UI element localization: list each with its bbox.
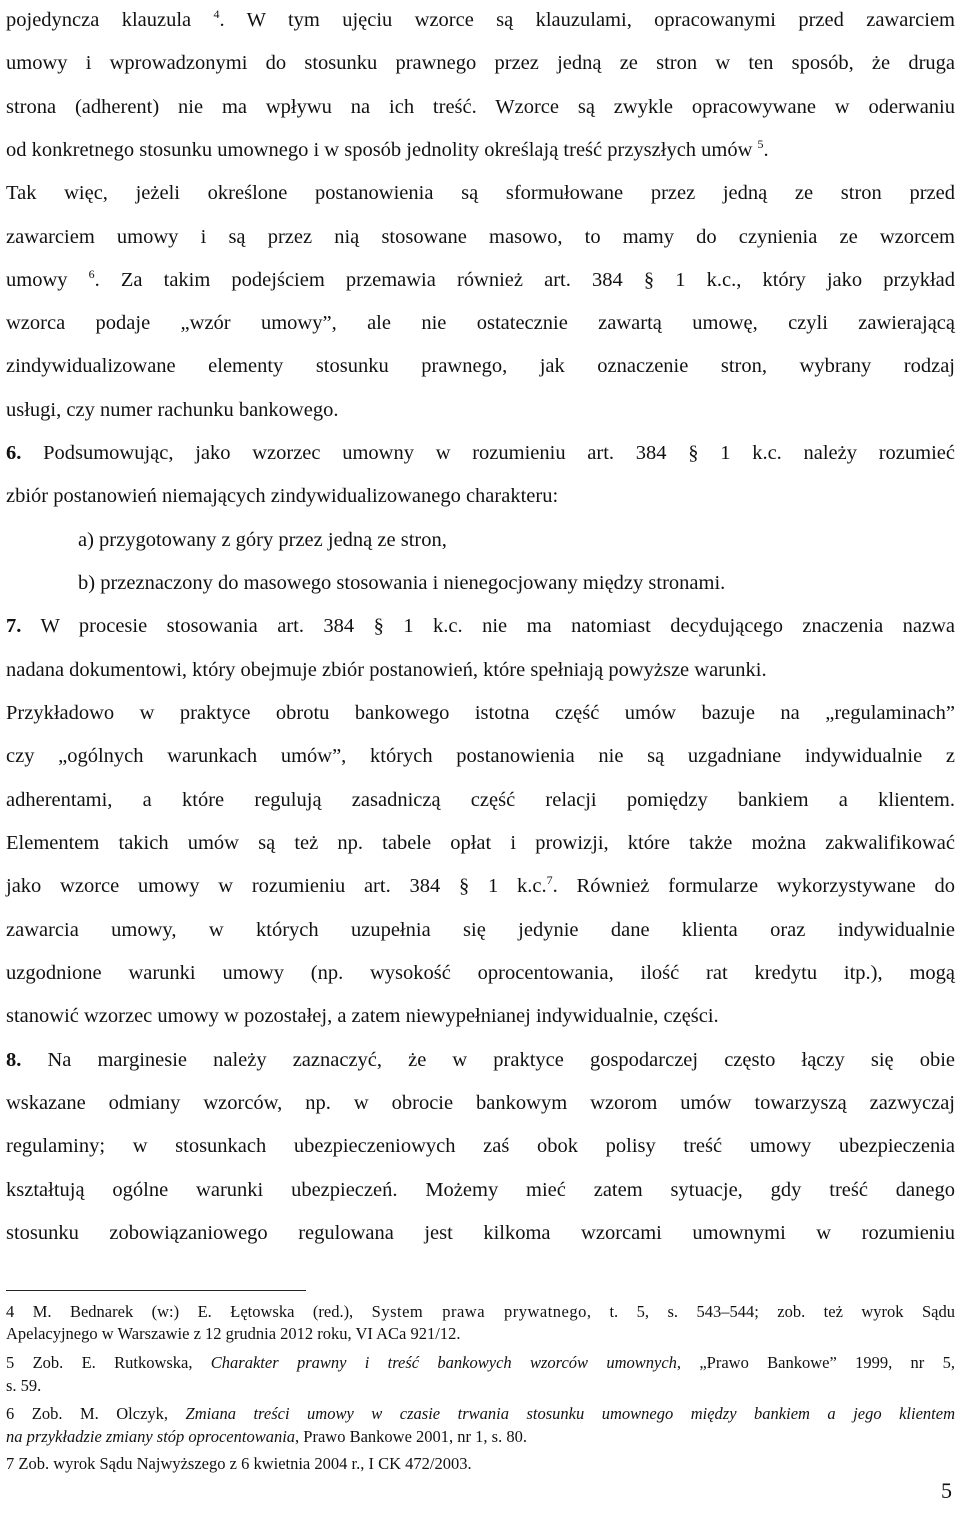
body-line-text: . W tym ujęciu wzorce są klauzulami, opracowanymi przed zawarciem	[219, 9, 956, 31]
body-line-text: b) przeznaczony do masowego stosowania i nienegocjowany między stronami.	[78, 572, 726, 594]
body-line-text: Tak więc, jeżeli określone postanowienia są sformułowane przez jedną ze stron przed	[6, 182, 955, 204]
body-line-text: W procesie stosowania art. 384 § 1 k.c. nie ma natomiast decydującego znaczenia nazwa	[21, 615, 955, 637]
body-line	[6, 95, 955, 119]
body-line	[6, 701, 955, 725]
body-line	[6, 614, 955, 638]
body-line-text: usługi, czy numer rachunku bankowego.	[6, 399, 339, 421]
body-line	[6, 961, 955, 985]
footnote-6-line-1: 6 Zob. M. Olczyk, Zmiana treści umowy w czasie trwania stosunku umownego między bankiem a jego klientem	[6, 1404, 955, 1423]
body-line	[6, 1134, 955, 1158]
footnote-ref[interactable]: 4	[213, 7, 220, 21]
footnote-4-line-1: 4 M. Bednarek (w:) E. Łętowska (red.), System prawa prywatnego, t. 5, s. 543–544; zob. też wyrok Sądu	[6, 1302, 955, 1321]
body-line-text: zawarciem umowy i są przez nią stosowane masowo, to mamy do czynienia ze wzorcem	[6, 226, 955, 248]
footnote-ref[interactable]: 5	[757, 137, 764, 151]
body-line	[6, 1178, 955, 1202]
body-line	[6, 51, 955, 75]
body-line	[6, 441, 955, 465]
body-line	[6, 831, 955, 855]
body-line-text: jako wzorce umowy w rozumieniu art. 384 § 1 k.c.	[6, 875, 547, 897]
body-line-text: regulaminy; w stosunkach ubezpieczeniowych zaś obok polisy treść umowy ubezpieczenia	[6, 1135, 955, 1157]
body-line	[6, 788, 955, 812]
body-line	[6, 658, 955, 682]
body-line-text: stanowić wzorzec umowy w pozostałej, a zatem niewypełnianej indywidualnie, części.	[6, 1005, 719, 1027]
body-line-text: . Również formularze wykorzystywane do	[552, 875, 956, 897]
body-line-text: Przykładowo w praktyce obrotu bankowego istotna część umów bazuje na „regulaminach”	[6, 702, 955, 724]
body-line	[6, 1004, 955, 1028]
body-line	[6, 1221, 955, 1245]
body-line-text: adherentami, a które regulują zasadniczą część relacji pomiędzy bankiem a klientem.	[6, 789, 955, 811]
body-line-text: umowy i wprowadzonymi do stosunku prawnego przez jedną ze stron w ten sposób, że druga	[6, 52, 955, 74]
footnote-5-line-2: s. 59.	[6, 1376, 42, 1395]
body-line	[6, 181, 955, 205]
body-line-text: .	[763, 139, 769, 161]
body-line-text: strona (adherent) nie ma wpływu na ich treść. Wzorce są zwykle opracowywane w oderwaniu	[6, 96, 955, 118]
body-line	[78, 571, 955, 595]
body-line-text: czy „ogólnych warunkach umów”, których postanowienia nie są uzgadniane indywidualnie z	[6, 745, 955, 767]
body-line	[6, 398, 955, 422]
body-line-text: Podsumowując, jako wzorzec umowny w rozumieniu art. 384 § 1 k.c. należy rozumieć	[21, 442, 955, 464]
body-line	[6, 918, 955, 942]
body-line-text: umowy	[6, 269, 89, 291]
body-line-text: stosunku zobowiązaniowego regulowana jest kilkoma wzorcami umownymi w rozumieniu	[6, 1222, 955, 1244]
body-line	[6, 874, 955, 898]
footnote-6-line-2: na przykładzie zmiany stóp oprocentowania, Prawo Bankowe 2001, nr 1, s. 80.	[6, 1427, 527, 1446]
body-line-text: pojedyncza klauzula	[6, 9, 214, 31]
page-number: 5	[941, 1478, 952, 1503]
body-line-text: wskazane odmiany wzorców, np. w obrocie bankowym wzorom umów towarzyszą zazwyczaj	[6, 1092, 955, 1114]
body-line	[6, 8, 955, 32]
footnote-ref[interactable]: 7	[546, 873, 553, 887]
body-line	[6, 1048, 955, 1072]
body-line-text: nadana dokumentowi, który obejmuje zbiór postanowień, które spełniają powyższe warunki.	[6, 659, 767, 681]
body-line-text: zawarcia umowy, w których uzupełnia się jedynie dane klienta oraz indywidualnie	[6, 919, 955, 941]
body-line-text: od konkretnego stosunku umownego i w sposób jednolity określają treść przyszłych umów	[6, 139, 758, 161]
body-line	[6, 744, 955, 768]
body-line-text: Elementem takich umów są też np. tabele opłat i prowizji, które także można zakwalifikować	[6, 832, 955, 854]
body-line	[6, 225, 955, 249]
body-line-text: . Za takim podejściem przemawia również art. 384 § 1 k.c., który jako przykład	[94, 269, 955, 291]
footnote-separator	[6, 1290, 306, 1291]
body-line	[6, 484, 955, 508]
body-line-text: zindywidualizowane elementy stosunku prawnego, jak oznaczenie stron, wybrany rodzaj	[6, 355, 955, 377]
body-line	[6, 138, 955, 162]
footnote-ref[interactable]: 6	[88, 267, 95, 281]
body-line-text: zbiór postanowień niemających zindywidualizowanego charakteru:	[6, 485, 559, 507]
section-number: 6.	[6, 442, 22, 464]
footnote-5-line-1: 5 Zob. E. Rutkowska, Charakter prawny i treść bankowych wzorców umownych, „Prawo Bankowe” 1999, nr 5,	[6, 1353, 955, 1372]
body-line-text: a) przygotowany z góry przez jedną ze stron,	[78, 529, 447, 551]
body-line-text: uzgodnione warunki umowy (np. wysokość oprocentowania, ilość rat kredytu itp.), mogą	[6, 962, 955, 984]
body-line	[78, 528, 955, 552]
section-number: 8.	[6, 1049, 22, 1071]
section-number: 7.	[6, 615, 22, 637]
body-line	[6, 311, 955, 335]
body-line-text: wzorca podaje „wzór umowy”, ale nie ostatecznie zawartą umowę, czyli zawierającą	[6, 312, 955, 334]
body-line	[6, 268, 955, 292]
body-line	[6, 354, 955, 378]
footnote-7-line-1: 7 Zob. wyrok Sądu Najwyższego z 6 kwietnia 2004 r., I CK 472/2003.	[6, 1454, 472, 1473]
body-line-text: kształtują ogólne warunki ubezpieczeń. Możemy mieć zatem sytuacje, gdy treść danego	[6, 1179, 955, 1201]
body-line	[6, 1091, 955, 1115]
footnote-4-line-2: Apelacyjnego w Warszawie z 12 grudnia 2012 roku, VI ACa 921/12.	[6, 1324, 461, 1343]
body-line-text: Na marginesie należy zaznaczyć, że w praktyce gospodarczej często łączy się obie	[21, 1049, 955, 1071]
